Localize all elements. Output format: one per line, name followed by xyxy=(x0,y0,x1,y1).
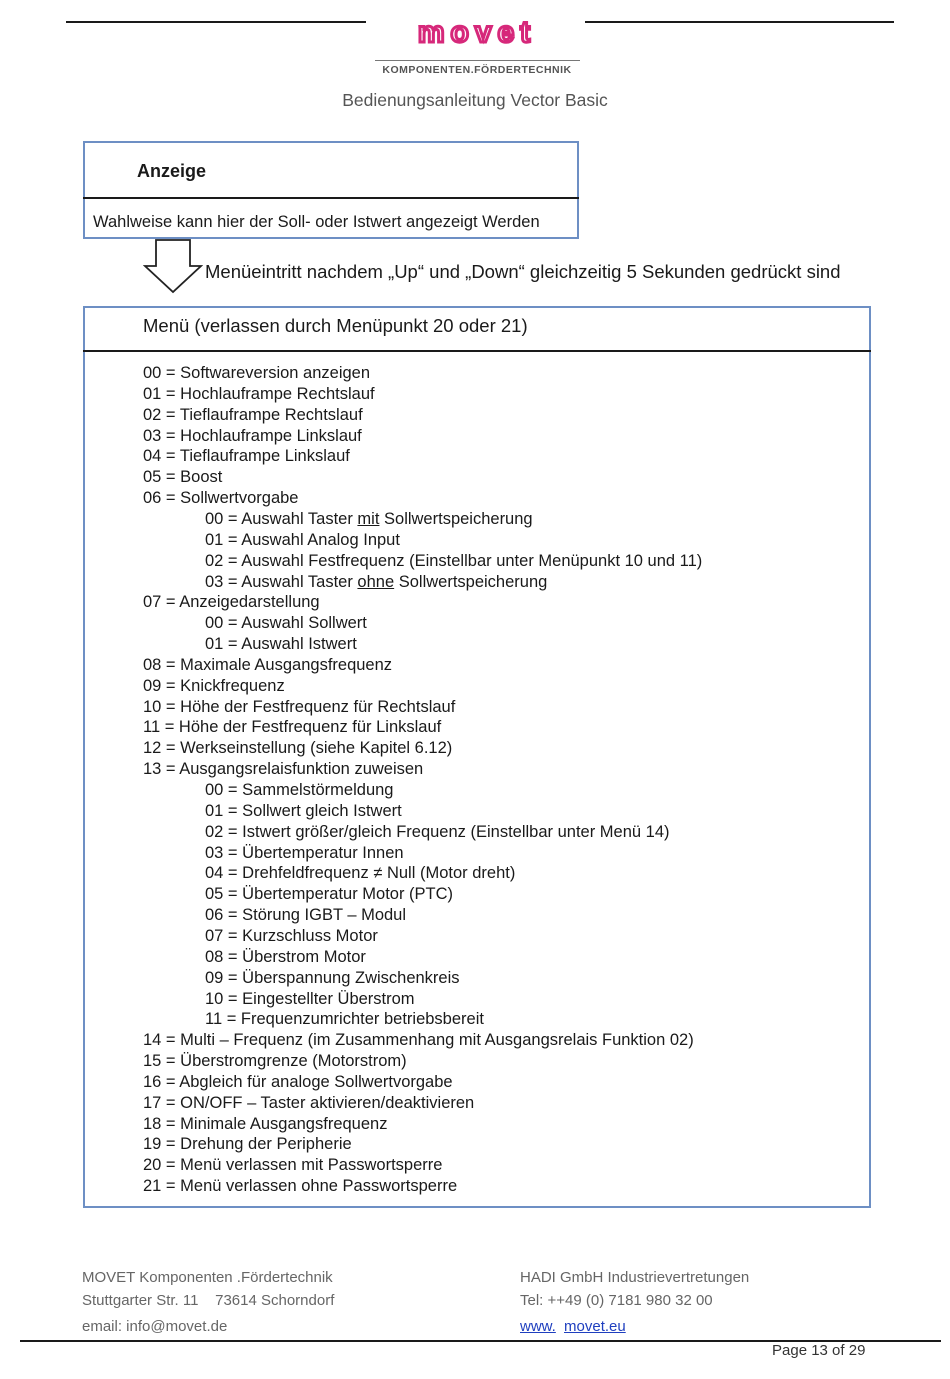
menu-item: 03 = Übertemperatur Innen xyxy=(205,843,404,862)
menu-item: 18 = Minimale Ausgangsfrequenz xyxy=(143,1114,388,1133)
menu-item: 03 = Auswahl Taster ohne Sollwertspeicherung xyxy=(205,572,548,591)
svg-text:movet: movet xyxy=(417,18,537,49)
menu-item: 00 = Softwareversion anzeigen xyxy=(143,364,371,382)
anzeige-title: Anzeige xyxy=(137,161,207,181)
menu-divider xyxy=(83,350,871,352)
page-number: Page 13 of 29 xyxy=(772,1342,866,1359)
logo-underline xyxy=(375,60,580,61)
anzeige-text: Wahlweise kann hier der Soll- oder Istwert angezeigt Werden xyxy=(93,213,540,231)
menu-item: 21 = Menü verlassen ohne Passwortsperre xyxy=(143,1177,458,1196)
menu-item: 00 = Sammelstörmeldung xyxy=(205,781,394,799)
menu-title: Menü (verlassen durch Menüpunkt 20 oder 21) xyxy=(143,315,528,336)
movet-logo xyxy=(372,18,582,58)
document-title: Bedienungsanleitung Vector Basic xyxy=(342,90,608,110)
menu-item: 06 = Störung IGBT – Modul xyxy=(205,906,407,925)
menu-item: 09 = Knickfrequenz xyxy=(143,676,285,695)
menu-item: 09 = Überspannung Zwischenkreis xyxy=(205,968,460,987)
menu-item: 01 = Auswahl Analog Input xyxy=(205,530,400,549)
menu-item: 05 = Übertemperatur Motor (PTC) xyxy=(205,885,454,904)
menu-item: 06 = Sollwertvorgabe xyxy=(143,489,299,508)
menu-item: 02 = Tieflauframpe Rechtslauf xyxy=(143,405,363,424)
menu-item: 08 = Maximale Ausgangsfrequenz xyxy=(143,655,393,674)
menu-item: 01 = Auswahl Istwert xyxy=(205,635,357,654)
footer-web-link-www[interactable]: www. xyxy=(520,1318,556,1335)
menu-entry-text: Menüeintritt nachdem „Up“ und „Down“ gleichzeitig 5 Sekunden gedrückt sind xyxy=(205,261,841,282)
menu-item: 03 = Hochlauframpe Linkslauf xyxy=(143,426,362,445)
header-rule-left xyxy=(66,21,366,23)
menu-box xyxy=(83,306,871,1208)
menu-item: 08 = Überstrom Motor xyxy=(205,947,366,966)
menu-item: 19 = Drehung der Peripherie xyxy=(143,1135,352,1154)
menu-item: 13 = Ausgangsrelaisfunktion zuweisen xyxy=(143,760,424,779)
menu-item: 00 = Auswahl Sollwert xyxy=(205,614,367,633)
header-rule-right xyxy=(585,21,894,23)
anzeige-divider xyxy=(83,197,579,199)
menu-item: 11 = Höhe der Festfrequenz für Linkslauf xyxy=(143,718,442,737)
footer-email: email: info@movet.de xyxy=(82,1318,228,1335)
menu-item: 20 = Menü verlassen mit Passwortsperre xyxy=(143,1156,443,1175)
menu-item: 07 = Anzeigedarstellung xyxy=(143,593,320,612)
menu-item: 05 = Boost xyxy=(143,468,223,487)
menu-item: 10 = Eingestellter Überstrom xyxy=(205,989,415,1008)
menu-item: 00 = Auswahl Taster mit Sollwertspeicherung xyxy=(205,509,533,528)
menu-item: 11 = Frequenzumrichter betriebsbereit xyxy=(205,1010,484,1029)
menu-item: 01 = Sollwert gleich Istwert xyxy=(205,801,402,820)
menu-item: 02 = Auswahl Festfrequenz (Einstellbar unter Menüpunkt 10 und 11) xyxy=(205,551,703,570)
menu-item: 04 = Tieflauframpe Linkslauf xyxy=(143,447,350,466)
menu-item: 14 = Multi – Frequenz (im Zusammenhang mit Ausgangsrelais Funktion 02) xyxy=(143,1031,694,1050)
footer-web-link-domain[interactable]: movet.eu xyxy=(564,1318,626,1335)
anzeige-box xyxy=(83,141,579,239)
footer-web xyxy=(520,1318,626,1335)
menu-item: 12 = Werkseinstellung (siehe Kapitel 6.12) xyxy=(143,739,453,758)
menu-item: 10 = Höhe der Festfrequenz für Rechtslauf xyxy=(143,697,456,716)
down-arrow-icon xyxy=(143,238,203,294)
logo-subtitle: KOMPONENTEN.FÖRDERTECHNIK xyxy=(382,64,572,76)
menu-item: 01 = Hochlauframpe Rechtslauf xyxy=(143,384,375,403)
menu-item: 17 = ON/OFF – Taster aktivieren/deaktivieren xyxy=(143,1093,475,1112)
menu-item: 04 = Drehfeldfrequenz ≠ Null (Motor dreht) xyxy=(205,864,516,883)
menu-item: 15 = Überstromgrenze (Motorstrom) xyxy=(143,1052,407,1071)
footer-company-right: HADI GmbH Industrievertretungen xyxy=(520,1269,750,1286)
footer-company-left: MOVET Komponenten .Fördertechnik xyxy=(82,1269,333,1286)
footer-tel: Tel: ++49 (0) 7181 980 32 00 xyxy=(520,1292,713,1309)
menu-item: 07 = Kurzschluss Motor xyxy=(205,926,378,945)
menu-item: 02 = Istwert größer/gleich Frequenz (Einstellbar unter Menü 14) xyxy=(205,822,670,841)
menu-item: 16 = Abgleich für analoge Sollwertvorgabe xyxy=(143,1072,453,1091)
footer-address: Stuttgarter Str. 11 73614 Schorndorf xyxy=(82,1292,335,1309)
